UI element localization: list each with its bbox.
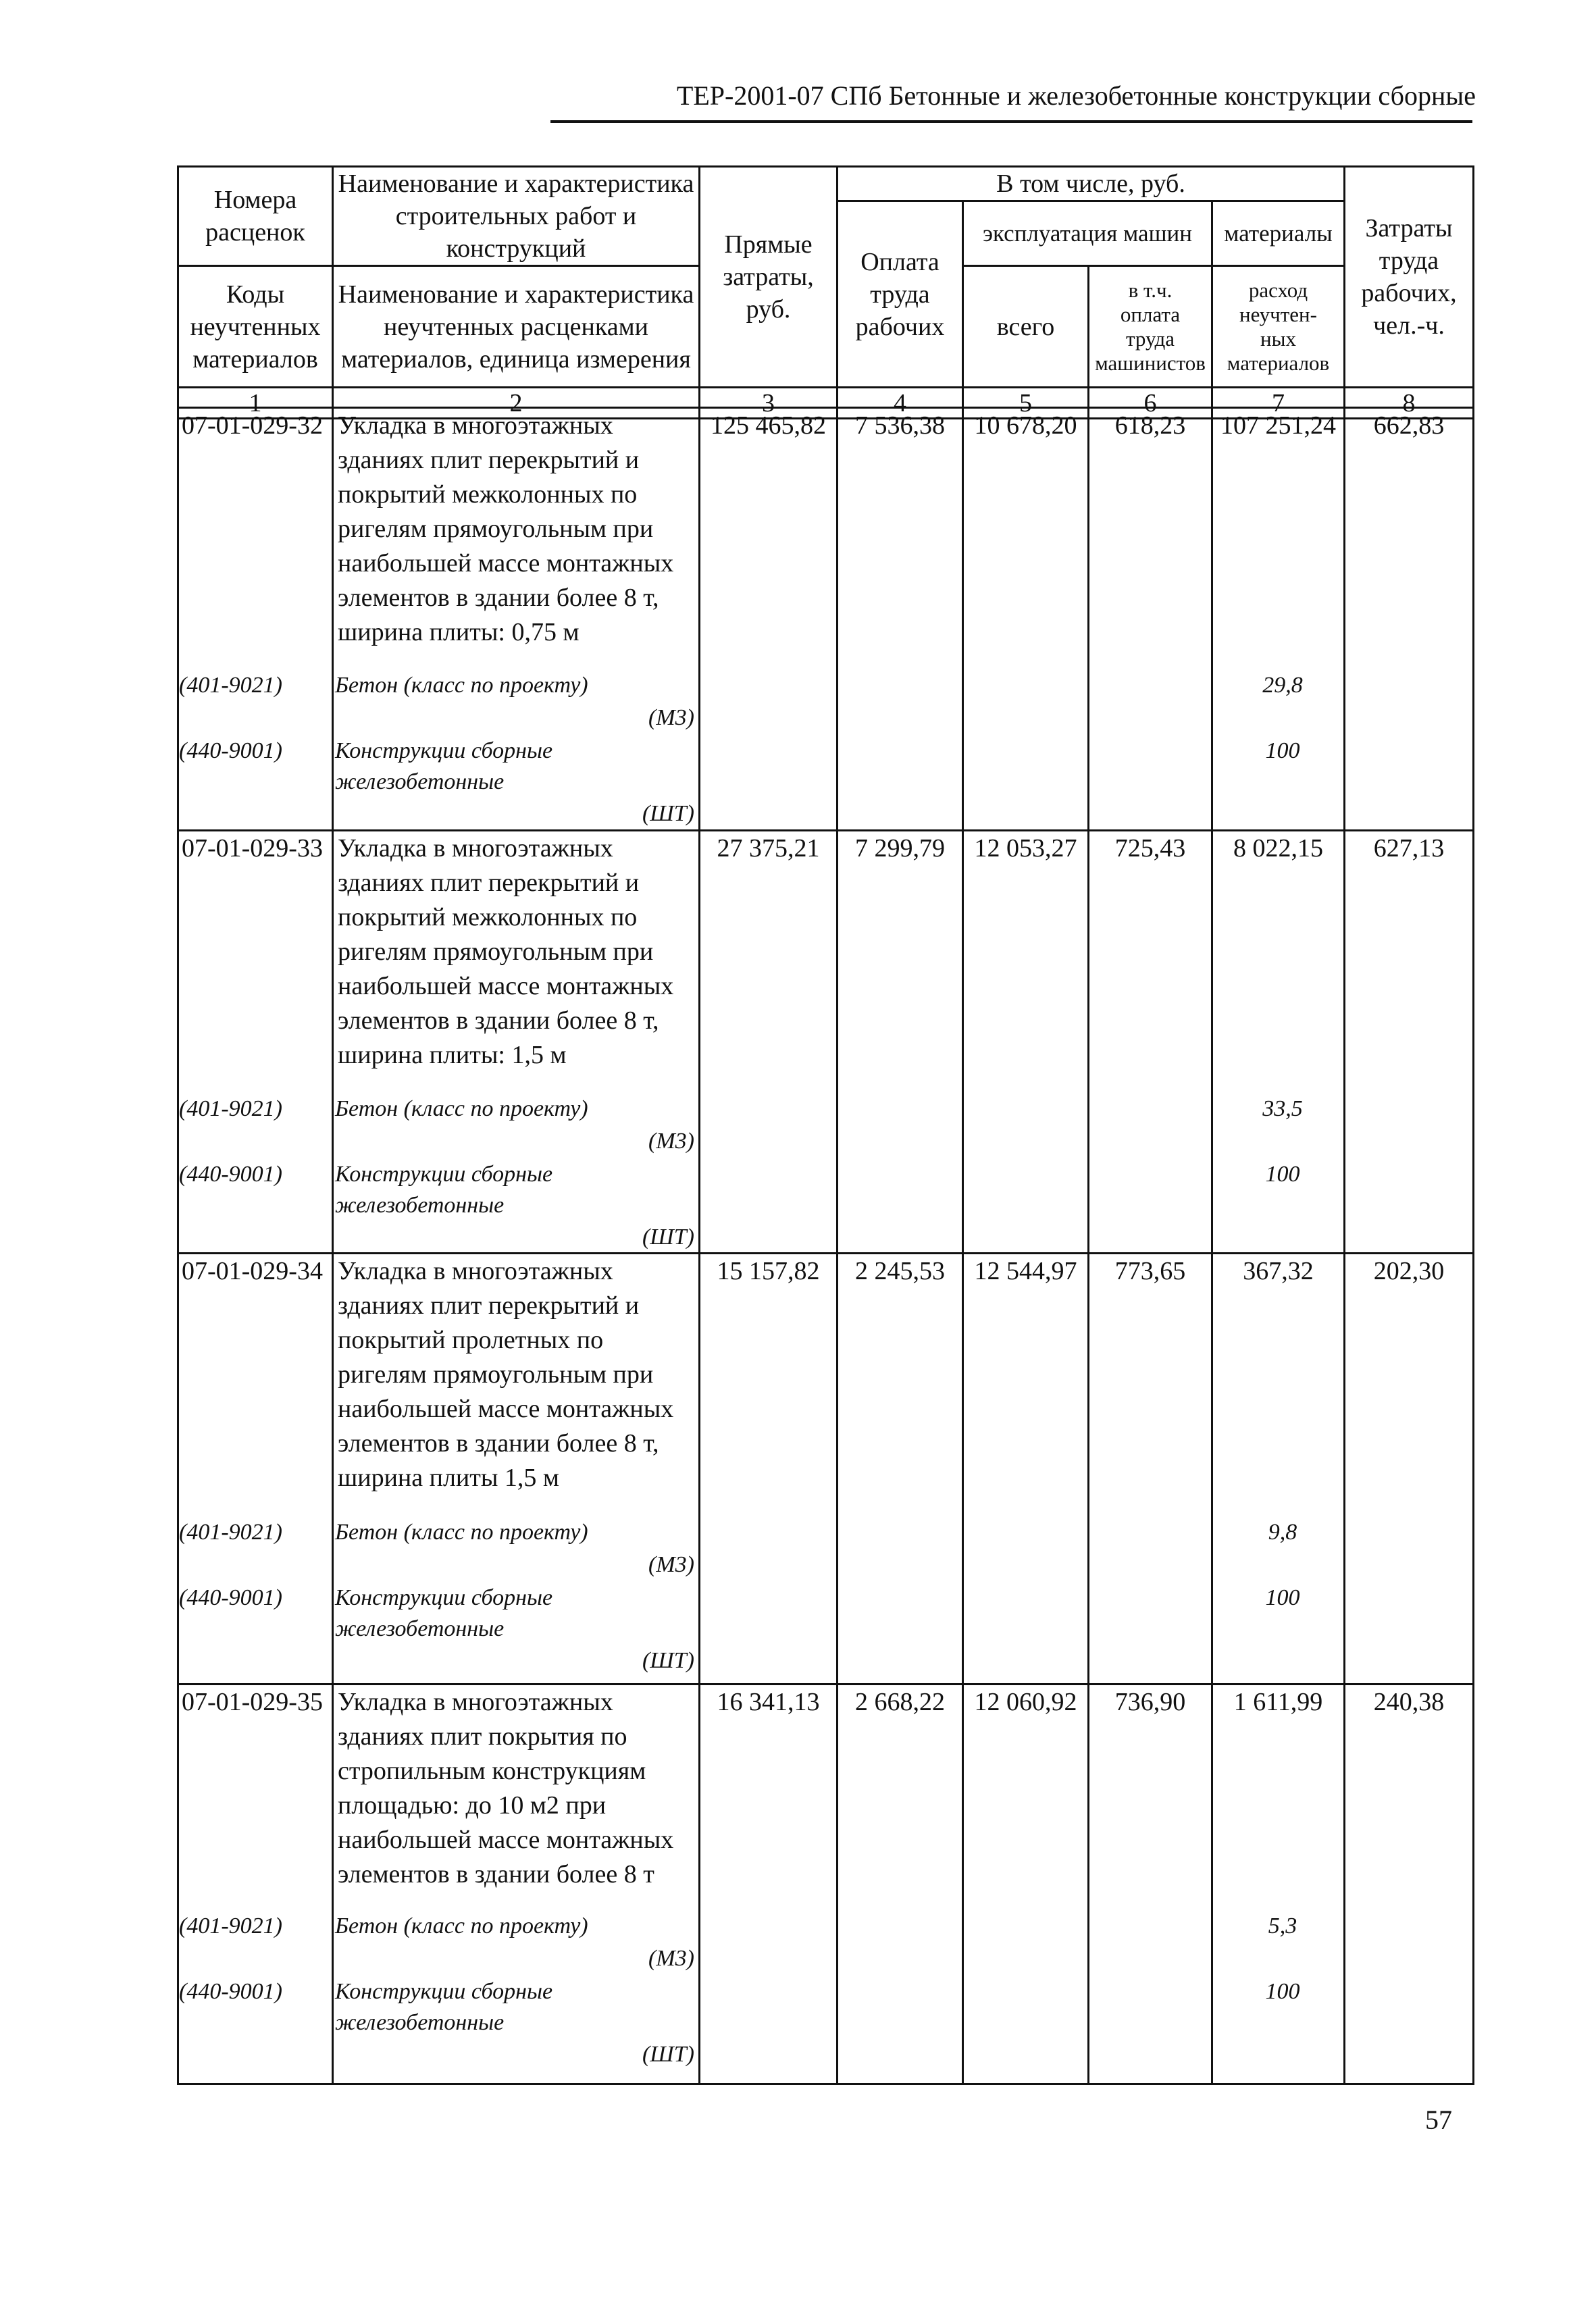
rate-name-line: ригелям прямоугольным при bbox=[338, 515, 654, 543]
material-code: (401-9021) bbox=[179, 1520, 282, 1545]
material-name-line2: железобетонные bbox=[335, 2010, 505, 2035]
material-name: Конструкции сборные bbox=[335, 1585, 553, 1610]
material-code: (440-9001) bbox=[179, 1979, 282, 2004]
material-unit: (М3) bbox=[648, 705, 694, 730]
col-number-4: 4 bbox=[838, 388, 963, 419]
labor-hours: 240,38 bbox=[1373, 1688, 1445, 1716]
col1-bottom-header: Коды неучтенных материалов bbox=[178, 266, 333, 388]
machinists-pay: 736,90 bbox=[1114, 1688, 1186, 1716]
material-name-line2: железобетонные bbox=[335, 769, 505, 794]
col2-bottom-header: Наименование и характеристика неучтенных расценками материалов, единица измерения bbox=[333, 266, 700, 388]
machines-header: эксплуатация машин bbox=[963, 201, 1212, 266]
material-qty: 9,8 bbox=[1268, 1520, 1297, 1545]
col5-header: всего bbox=[963, 266, 1089, 388]
col3-header: Прямые затраты, руб. bbox=[700, 167, 838, 388]
col-number-3: 3 bbox=[700, 388, 838, 419]
direct-costs: 15 157,82 bbox=[717, 1257, 820, 1285]
rate-name-line: Укладка в многоэтажных bbox=[338, 834, 613, 863]
rate-name-line: зданиях плит перекрытий и bbox=[338, 1291, 640, 1320]
rate-name-line: наибольшей массе монтажных bbox=[338, 1395, 674, 1423]
material-name: Конструкции сборные bbox=[335, 738, 553, 763]
document-title: ТЕР-2001-07 СПб Бетонные и железобетонные конструкции сборные bbox=[676, 80, 1476, 111]
rate-code: 07-01-029-32 bbox=[182, 411, 323, 440]
column-header-table bbox=[177, 165, 1474, 419]
material-unit: (ШТ) bbox=[642, 801, 694, 826]
machines-total: 12 053,27 bbox=[974, 834, 1077, 863]
col4-header: Оплата труда рабочих bbox=[838, 201, 963, 388]
material-qty: 100 bbox=[1265, 1585, 1300, 1610]
rate-name-line: стропильным конструкциям bbox=[338, 1757, 646, 1785]
rate-name-line: зданиях плит перекрытий и bbox=[338, 869, 640, 897]
material-unit: (М3) bbox=[648, 1946, 694, 1971]
col6-header: в т.ч. оплата труда машинистов bbox=[1089, 266, 1212, 388]
labor-pay: 7 536,38 bbox=[855, 411, 945, 440]
header-rule bbox=[550, 120, 1472, 123]
labor-pay: 7 299,79 bbox=[855, 834, 945, 863]
group-header: В том числе, руб. bbox=[838, 167, 1345, 201]
rate-name-line: ригелям прямоугольным при bbox=[338, 937, 654, 966]
material-name: Бетон (класс по проекту) bbox=[335, 673, 588, 698]
rate-name-line: покрытий межколонных по bbox=[338, 903, 638, 931]
rate-name-line: ширина плиты: 0,75 м bbox=[338, 618, 580, 646]
labor-pay: 2 668,22 bbox=[855, 1688, 945, 1716]
materials-cost: 107 251,24 bbox=[1220, 411, 1336, 440]
rate-code: 07-01-029-33 bbox=[182, 834, 323, 863]
rate-name-line: ширина плиты: 1,5 м bbox=[338, 1041, 567, 1069]
rate-name-line: наибольшей массе монтажных bbox=[338, 549, 674, 577]
machinists-pay: 618,23 bbox=[1114, 411, 1186, 440]
machinists-pay: 773,65 bbox=[1114, 1257, 1186, 1285]
rate-name-line: покрытий пролетных по bbox=[338, 1326, 604, 1354]
materials-cost: 1 611,99 bbox=[1233, 1688, 1323, 1716]
rate-name-line: элементов в здании более 8 т, bbox=[338, 1429, 659, 1458]
labor-hours: 627,13 bbox=[1373, 834, 1445, 863]
rate-name-line: Укладка в многоэтажных bbox=[338, 1257, 613, 1285]
rate-name-line: наибольшей массе монтажных bbox=[338, 972, 674, 1000]
rate-name-line: элементов в здании более 8 т bbox=[338, 1860, 654, 1888]
col-number-8: 8 bbox=[1345, 388, 1474, 419]
col-number-7: 7 bbox=[1212, 388, 1345, 419]
rate-name-line: покрытий межколонных по bbox=[338, 480, 638, 509]
machinists-pay: 725,43 bbox=[1114, 834, 1186, 863]
rates-table bbox=[177, 407, 1474, 2085]
col2-top-header: Наименование и характеристика строительных работ и конструкций bbox=[333, 167, 700, 266]
material-code: (440-9001) bbox=[179, 738, 282, 763]
material-qty: 5,3 bbox=[1268, 1913, 1297, 1938]
rate-name-line: наибольшей массе монтажных bbox=[338, 1826, 674, 1854]
material-code: (401-9021) bbox=[179, 673, 282, 698]
rate-name-line: элементов в здании более 8 т, bbox=[338, 1006, 659, 1035]
machines-total: 12 544,97 bbox=[974, 1257, 1077, 1285]
rate-code: 07-01-029-34 bbox=[182, 1257, 323, 1285]
col-number-2: 2 bbox=[333, 388, 700, 419]
page-number: 57 bbox=[1425, 2105, 1452, 2135]
material-qty: 100 bbox=[1265, 1979, 1300, 2004]
material-unit: (М3) bbox=[648, 1552, 694, 1577]
labor-hours: 202,30 bbox=[1373, 1257, 1445, 1285]
material-qty: 33,5 bbox=[1262, 1096, 1303, 1121]
material-code: (440-9001) bbox=[179, 1585, 282, 1610]
rate-name-line: элементов в здании более 8 т, bbox=[338, 584, 659, 612]
machines-total: 12 060,92 bbox=[974, 1688, 1077, 1716]
material-unit: (М3) bbox=[648, 1129, 694, 1154]
rate-name-line: ширина плиты 1,5 м bbox=[338, 1464, 559, 1492]
material-unit: (ШТ) bbox=[642, 1225, 694, 1250]
rate-name-line: зданиях плит покрытия по bbox=[338, 1722, 627, 1751]
material-name: Конструкции сборные bbox=[335, 1162, 553, 1187]
rate-name-line: Укладка в многоэтажных bbox=[338, 1688, 613, 1716]
col-number-5: 5 bbox=[963, 388, 1089, 419]
labor-hours: 662,83 bbox=[1373, 411, 1445, 440]
material-qty: 29,8 bbox=[1262, 673, 1303, 698]
labor-pay: 2 245,53 bbox=[855, 1257, 945, 1285]
material-code: (440-9001) bbox=[179, 1162, 282, 1187]
material-code: (401-9021) bbox=[179, 1096, 282, 1121]
materials-header: материалы bbox=[1212, 201, 1345, 266]
material-name-line2: железобетонные bbox=[335, 1193, 505, 1218]
direct-costs: 125 465,82 bbox=[711, 411, 826, 440]
material-unit: (ШТ) bbox=[642, 2042, 694, 2067]
material-qty: 100 bbox=[1265, 738, 1300, 763]
rate-name-line: ригелям прямоугольным при bbox=[338, 1360, 654, 1389]
material-code: (401-9021) bbox=[179, 1913, 282, 1938]
materials-cost: 8 022,15 bbox=[1233, 834, 1323, 863]
machines-total: 10 678,20 bbox=[974, 411, 1077, 440]
col-number-6: 6 bbox=[1089, 388, 1212, 419]
material-name-line2: железобетонные bbox=[335, 1616, 505, 1641]
direct-costs: 16 341,13 bbox=[717, 1688, 820, 1716]
col8-header: Затраты труда рабочих, чел.-ч. bbox=[1345, 167, 1474, 388]
col7-header: расход неучтен- ных материалов bbox=[1212, 266, 1345, 388]
col-number-1: 1 bbox=[178, 388, 333, 419]
rate-code: 07-01-029-35 bbox=[182, 1688, 323, 1716]
rate-name-line: зданиях плит перекрытий и bbox=[338, 446, 640, 474]
rate-name-line: Укладка в многоэтажных bbox=[338, 411, 613, 440]
material-unit: (ШТ) bbox=[642, 1648, 694, 1673]
materials-cost: 367,32 bbox=[1243, 1257, 1314, 1285]
col1-top-header: Номера расценок bbox=[178, 167, 333, 266]
direct-costs: 27 375,21 bbox=[717, 834, 820, 863]
material-name: Бетон (класс по проекту) bbox=[335, 1096, 588, 1121]
material-name: Бетон (класс по проекту) bbox=[335, 1520, 588, 1545]
material-qty: 100 bbox=[1265, 1162, 1300, 1187]
material-name: Конструкции сборные bbox=[335, 1979, 553, 2004]
rate-name-line: площадью: до 10 м2 при bbox=[338, 1791, 607, 1820]
material-name: Бетон (класс по проекту) bbox=[335, 1913, 588, 1938]
